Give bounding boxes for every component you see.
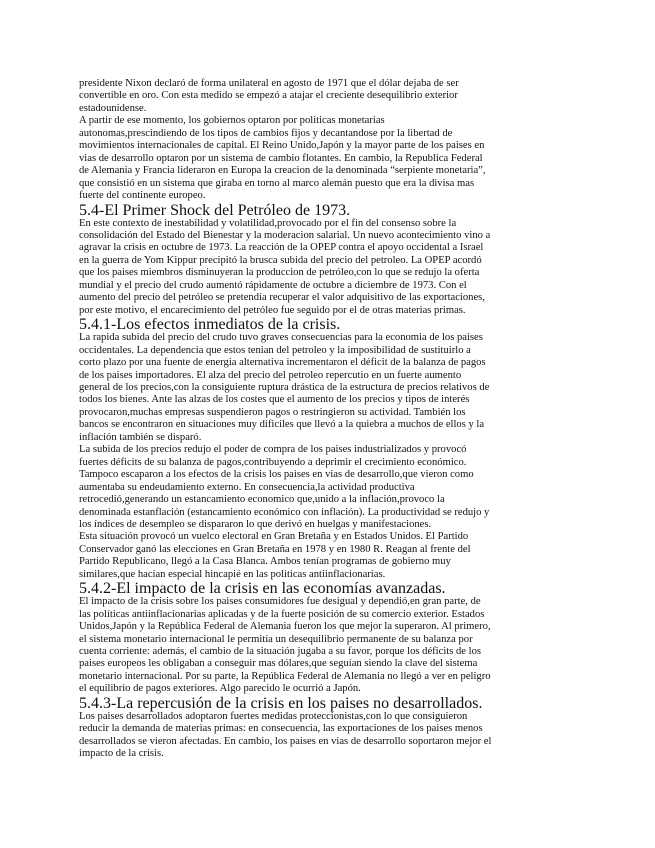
heading-advanced-economies: 5.4.2-El impacto de la crisis en las economías avanzadas. — [79, 580, 446, 598]
paragraph-protectionism: Los paises desarrollados adoptaron fuertes medidas proteccionistas,con lo que consiguieron reducir la demanda de materias primas: en consecuencia, las exportaciones de los paises menos desarrollados se vieron afectadas. En cambio, los paises en vias de desarrollo soportaron mejor el impacto de la crisis. — [79, 710, 492, 760]
paragraph-nixon-dollar: presidente Nixon declaró de forma unilateral en agosto de 1971 que el dólar dejaba de ser convertible en oro. Con esta medido se empezó a atajar el creciente desequilibrio exterior estadounidense. — [79, 78, 459, 114]
paragraph-crude-price-rise: La rapida subida del precio del crudo tuvo graves consecuencias para la economia de los paises occidentales. La dependencia que estos tenian del petroleo y la imposibilidad de sustituirlo a corto plazo por una fuente de energia alternativa incrementaron el déficit de la balanza de pagos de los paises importadores. El alza del precio del petroleo repercutio en un fuerte aumento general de los precios,con la consiguiente ruptura drástica de la estructura de precios relativos de todos los bienes. Ante las alzas de los costes que el aumento de los precios y tipos de interés provocaron,muchas empresas suspendieron pagos o restringieron su actividad. También los bancos se encontraron en situaciones muy dificiles que llevó a la quiebra a muchos de ellos y la inflación también se disparó. — [79, 332, 490, 443]
paragraph-stagflation: La subida de los precios redujo el poder de compra de los paises industrializados y provocó fuertes déficits de su balanza de pagos,contribuyendo a deprimir el crecimiento económico. Tampoco escaparon a los efectos de la crisis los paises en vias de desarrollo,que vieron como aumentaba su endeudamiento externo. En consecuencia,la actividad productiva retrocedió,generando un estancamiento economico que,unido a la inflación,provoco la denominada estanflación (estancamiento económico con inflación). La productividad se redujo y los índices de desempleo se dispararon lo que derivó en huelgas y manifestaciones. — [79, 444, 490, 530]
paragraph-opec-context: En este contexto de inestabilidad y volatilidad,provocado por el fin del consenso sobre la consolidación del Estado del Bienestar y la moderacion salarial. Un nuevo acontecimiento vino a agravar la crisis en octubre de 1973. La reacción de la OPEP contra el apoyo occidental a Israel en la guerra de Yom Kippur precipitó la brusca subida del precio del petroleo. La OPEP acordó que los paises miembros disminuyeran la produccion de petróleo,con lo que se redujo la oferta mundial y el precio del crudo aumentó rápidamente de octubre a diciembre de 1973. Con el aumento del precio del petróleo se pretendía recuperar el valor adquisitivo de las exportaciones, por este motivo, el encarecimiento del petróleo fue seguido por el de otras materias primas. — [79, 217, 491, 316]
heading-undeveloped-countries: 5.4.3-La repercusión de la crisis en los paises no desarrollados. — [79, 694, 483, 712]
paragraph-electoral-shift: Esta situación provocó un vuelco electoral en Gran Bretaña y en Estados Unidos. El Partido Conservador ganó las elecciones en Gran Bretaña en 1978 y en 1980 R. Reagan al frente del Partido Republicano, llegó a la Casa Blanca. Ambos tenían programas de gobierno muy similares,que hacían especial hincapié en las politicas antiinflacionarias. — [79, 531, 471, 580]
paragraph-floating-exchange: A partir de ese momento, los gobiernos optaron por politicas monetarias autonomas,prescindiendo de los tipos de cambios fijos y decantandose por la libertad de movimientos internacionales de capital. El Reino Unido,Japón y la mayor parte de los paises en vias de desarrollo optaron por un sistema de cambio flotantes. En cambio, la Republica Federal de Alemania y Francia lideraron en Europa la creacion de la denominada “serpiente monetaria”, que consistió en un sistema que giraba en torno al marco alemán puesto que era la divisa mas fuerte del continente europeo. — [79, 115, 486, 202]
heading-first-oil-shock: 5.4-El Primer Shock del Petróleo de 1973. — [79, 201, 351, 219]
document-body — [79, 78, 576, 761]
paragraph-consumer-impact: El impacto de la crisis sobre los paises consumidores fue desigual y dependió,en gran parte, de las políticas antiinflacionarias aplicadas y de la fuerte posición de su comercio exterior. Estados Unidos,Japón y la República Federal de Alemania fueron los que mejor la superaron. Al primero, el sistema monetario internacional le permitía un desequilibrio permanente de su balanza por cuenta corriente: además, el cambio de la situación jugaba a su favor, porque los déficits de los paises europeos les obligaban a conseguir mas dólares,que seguían siendo la clave del sistema monetario internacional. Por su parte, la República Federal de Alemania no llegó a ver en peligro el equilibrio de pagos exteriores. Algo parecido le ocurrió a Japón. — [79, 596, 491, 695]
heading-immediate-effects: 5.4.1-Los efectos inmediatos de la crisis. — [79, 316, 341, 334]
